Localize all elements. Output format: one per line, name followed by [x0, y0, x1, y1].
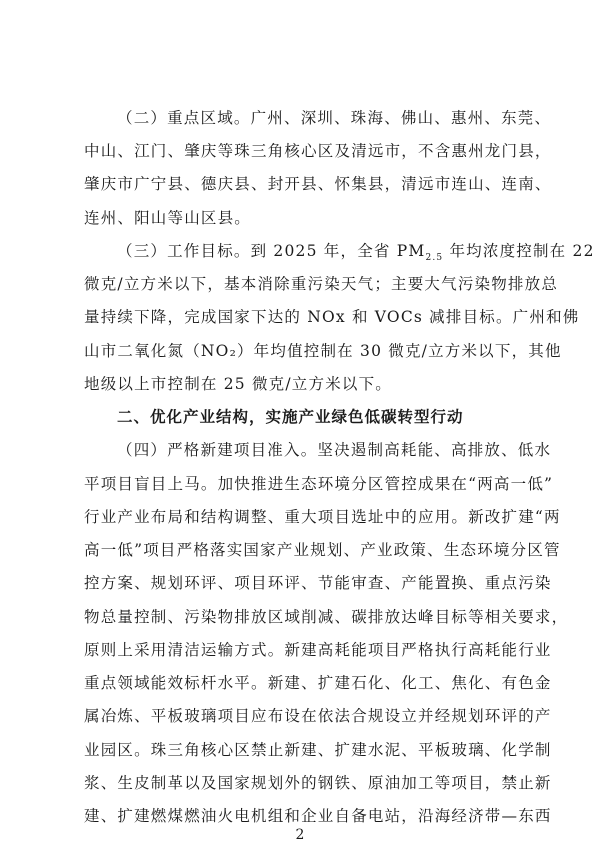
page-number: 2: [295, 827, 305, 843]
paragraph-line: 业园区。珠三角核心区禁止新建、扩建水泥、平板玻璃、化学制: [84, 741, 552, 759]
text-segment: 年均浓度控制在 22: [443, 242, 595, 260]
paragraph-line: 地级以上市控制在 25 微克/立方米以下。: [84, 375, 393, 393]
paragraph-line: 微克/立方米以下，基本消除重污染天气；主要大气污染物排放总: [84, 275, 559, 293]
paragraph-line: 中山、江门、肇庆等珠三角核心区及清远市，不含惠州龙门县，: [84, 142, 552, 160]
paragraph-line: 连州、阳山等山区县。: [84, 209, 252, 227]
paragraph-line: 高一低”项目严格落实国家产业规划、产业政策、生态环境分区管: [84, 541, 561, 559]
paragraph-line: 控方案、规划环评、项目环评、节能审查、产能置换、重点污染: [84, 574, 552, 592]
paragraph-line: 行业产业布局和结构调整、重大项目选址中的应用。新改扩建“两: [84, 508, 561, 526]
paragraph-line: 量持续下降，完成国家下达的 NOx 和 VOCs 减排目标。广州和佛: [84, 308, 580, 326]
paragraph-line: 山市二氧化氮（NO₂）年均值控制在 30 微克/立方米以下，其他: [84, 342, 562, 360]
paragraph-line: 建、扩建燃煤燃油火电机组和企业自备电站，沿海经济带—东西: [84, 807, 552, 825]
paragraph-line: 物总量控制、污染物排放区域削减、碳排放达峰目标等相关要求，: [84, 608, 569, 626]
paragraph-line: 平项目盲目上马。加快推进生态环境分区管控成果在“两高一低”: [84, 475, 554, 493]
paragraph-line: （二）重点区域。广州、深圳、珠海、佛山、惠州、东莞、: [117, 109, 552, 127]
subscript: 2.5: [425, 253, 444, 264]
paragraph-line: 属冶炼、平板玻璃项目应布设在依法合规设立并经规划环评的产: [84, 707, 552, 725]
paragraph-line: 重点领域能效标杆水平。新建、扩建石化、化工、焦化、有色金: [84, 674, 552, 692]
paragraph-line: 肇庆市广宁县、德庆县、封开县、怀集县，清远市连山、连南、: [84, 175, 552, 193]
text-segment: （三）工作目标。到 2025 年，全省 PM: [117, 242, 426, 260]
paragraph-line: （四）严格新建项目准入。坚决遏制高耗能、高排放、低水: [117, 441, 552, 459]
paragraph-line: 原则上采用清洁运输方式。新建高耗能项目严格执行高耗能行业: [84, 641, 552, 659]
paragraph-line: [117, 241, 595, 264]
paragraph-line: 浆、生皮制革以及国家规划外的钢铁、原油加工等项目，禁止新: [84, 774, 552, 792]
section-heading: 二、优化产业结构，实施产业绿色低碳转型行动: [117, 408, 464, 426]
